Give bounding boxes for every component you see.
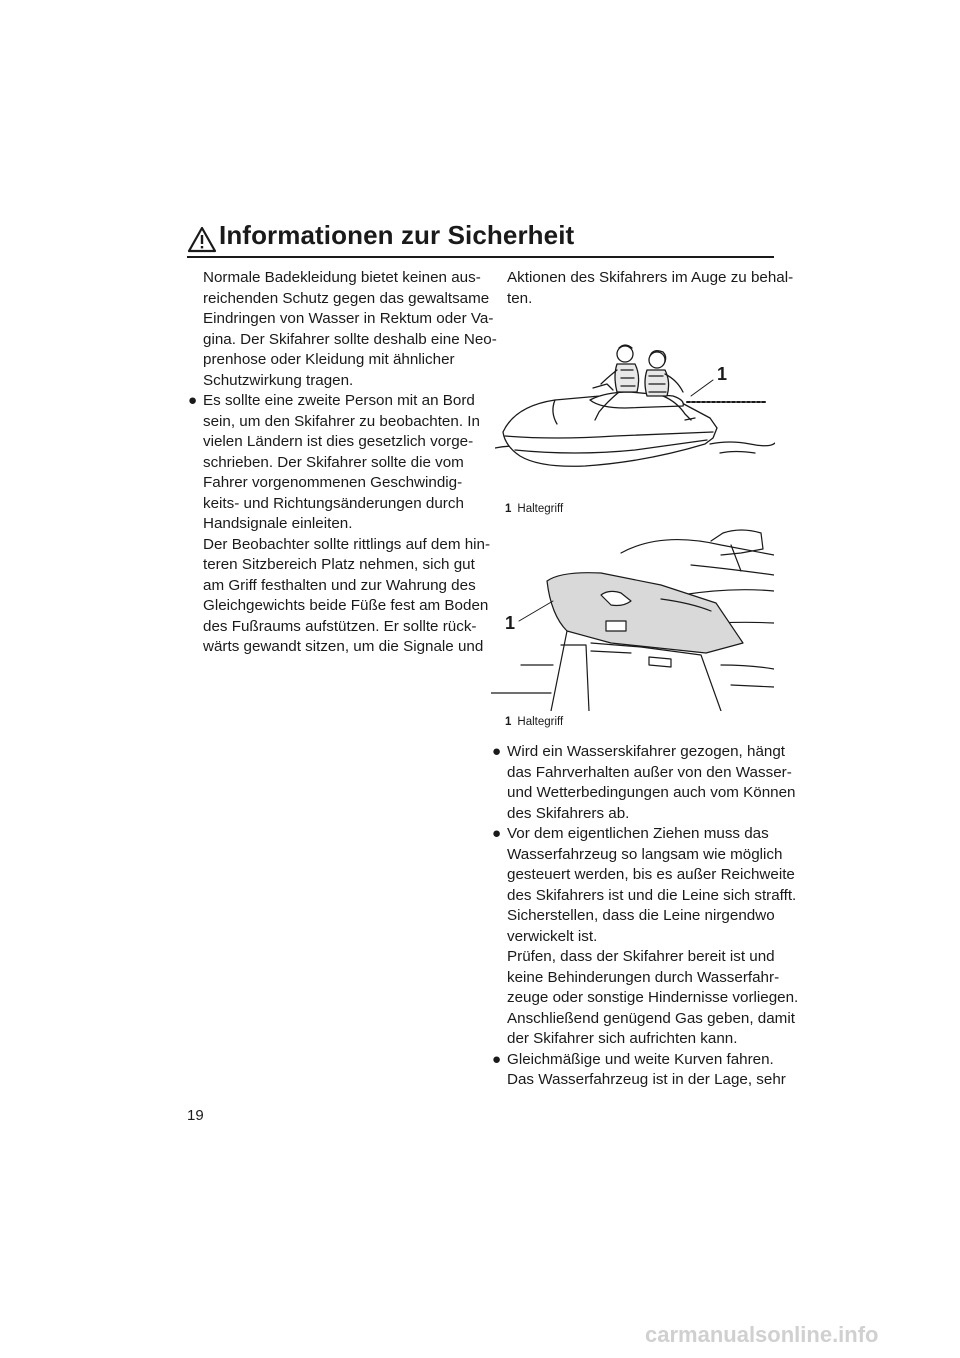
text-line: des Skifahrers ab. xyxy=(507,804,630,822)
page-header xyxy=(187,222,774,260)
text-line: Wasserfahrzeug so langsam wie möglich xyxy=(507,845,783,863)
figure1-caption xyxy=(505,503,563,515)
caption-text: Haltegriff xyxy=(517,716,564,728)
watercraft-riders-illustration xyxy=(495,340,775,472)
curves-bullet xyxy=(491,1050,786,1091)
caption-text: Haltegriff xyxy=(517,503,564,515)
text-line: Der Beobachter sollte rittlings auf dem hin- xyxy=(203,535,491,553)
text-line: Handsignale einleiten. xyxy=(203,515,353,532)
text-line: keits- und Richtungsänderungen durch xyxy=(203,494,464,512)
text-line: das Fahrverhalten außer von den Wasser- xyxy=(507,763,792,781)
text-line: verwickelt ist. xyxy=(507,927,598,945)
text-line: Es sollte eine zweite Person mit an Bord xyxy=(203,392,475,409)
text-line: wärts gewandt sitzen, um die Signale und xyxy=(203,638,484,655)
text-line: Anschließend genügend Gas geben, damit xyxy=(507,1009,795,1027)
text-line: ten. xyxy=(507,289,533,307)
bullet-dot: ● xyxy=(492,1050,502,1068)
text-line: gesteuert werden, bis es außer Reichweite xyxy=(507,866,795,883)
page-number: 19 xyxy=(187,1107,204,1124)
caption-number: 1 xyxy=(505,716,512,728)
swimwear-paragraph xyxy=(187,268,497,391)
text-line: sein, um den Skifahrer zu beobachten. In xyxy=(203,412,480,430)
text-line: schrieben. Der Skifahrer sollte die vom xyxy=(203,453,464,471)
left-column xyxy=(187,268,497,658)
text-line: reichenden Schutz gegen das gewaltsame xyxy=(203,289,490,307)
right-column-top xyxy=(491,268,794,309)
text-line: Schutzwirkung tragen. xyxy=(203,371,354,389)
text-line: keine Behinderungen durch Wasserfahr- xyxy=(507,968,780,986)
bullet-dot: ● xyxy=(492,825,502,842)
figure2-caption xyxy=(505,716,563,728)
skier-ability-bullet xyxy=(491,742,796,824)
figure2-callout: 1 xyxy=(505,613,516,633)
text-line: Aktionen des Skifahrers im Auge zu behal- xyxy=(507,269,794,286)
warning-triangle-icon xyxy=(187,226,217,253)
observer-bullet xyxy=(187,391,491,658)
text-line: am Griff festhalten und zur Wahrung des xyxy=(203,576,476,594)
text-line: Fahrer vorgenommenen Geschwindig- xyxy=(203,474,463,491)
grab-handle-illustration xyxy=(491,525,774,711)
bullet-dot: ● xyxy=(492,743,502,760)
right-column-bullets xyxy=(491,742,799,1091)
text-line: Vor dem eigentlichen Ziehen muss das xyxy=(507,825,769,842)
text-line: Normale Badekleidung bietet keinen aus- xyxy=(203,269,481,286)
text-line: teren Sitzbereich Platz nehmen, sich gut xyxy=(203,556,475,573)
bullet-dot: ● xyxy=(188,392,198,409)
text-line: und Wetterbedingungen auch vom Können xyxy=(507,784,796,801)
text-line: Prüfen, dass der Skifahrer bereit ist und xyxy=(507,948,775,965)
text-line: des Fußraums aufstützen. Er sollte rück- xyxy=(203,617,477,635)
header-rule xyxy=(187,256,774,258)
text-line: Sicherstellen, dass die Leine nirgendwo xyxy=(507,907,775,924)
text-line: zeuge oder sonstige Hindernisse vorliegen. xyxy=(507,989,799,1006)
start-procedure-bullet xyxy=(491,824,799,1050)
text-line: gina. Der Skifahrer sollte deshalb eine Neo- xyxy=(203,330,497,348)
text-line: Gleichgewichts beide Füße fest am Boden xyxy=(203,597,489,614)
text-line: Wird ein Wasserskifahrer gezogen, hängt xyxy=(507,743,786,760)
footer-watermark: carmanualsonline.info xyxy=(645,1322,879,1347)
text-line: Das Wasserfahrzeug ist in der Lage, sehr xyxy=(507,1071,786,1088)
figure1-callout: 1 xyxy=(717,364,728,384)
caption-number: 1 xyxy=(505,503,512,515)
text-line: Gleichmäßige und weite Kurven fahren. xyxy=(507,1050,774,1068)
text-line: der Skifahrer sich aufrichten kann. xyxy=(507,1030,738,1047)
continuation-paragraph xyxy=(491,268,794,309)
text-line: prenhose oder Kleidung mit ähnlicher xyxy=(203,351,455,368)
page-title: Informationen zur Sicherheit xyxy=(219,220,575,250)
text-line: Eindringen von Wasser in Rektum oder Va- xyxy=(203,310,494,327)
text-line: vielen Ländern ist dies gesetzlich vorge- xyxy=(203,433,474,450)
text-line: des Skifahrers ist und die Leine sich strafft. xyxy=(507,886,797,904)
